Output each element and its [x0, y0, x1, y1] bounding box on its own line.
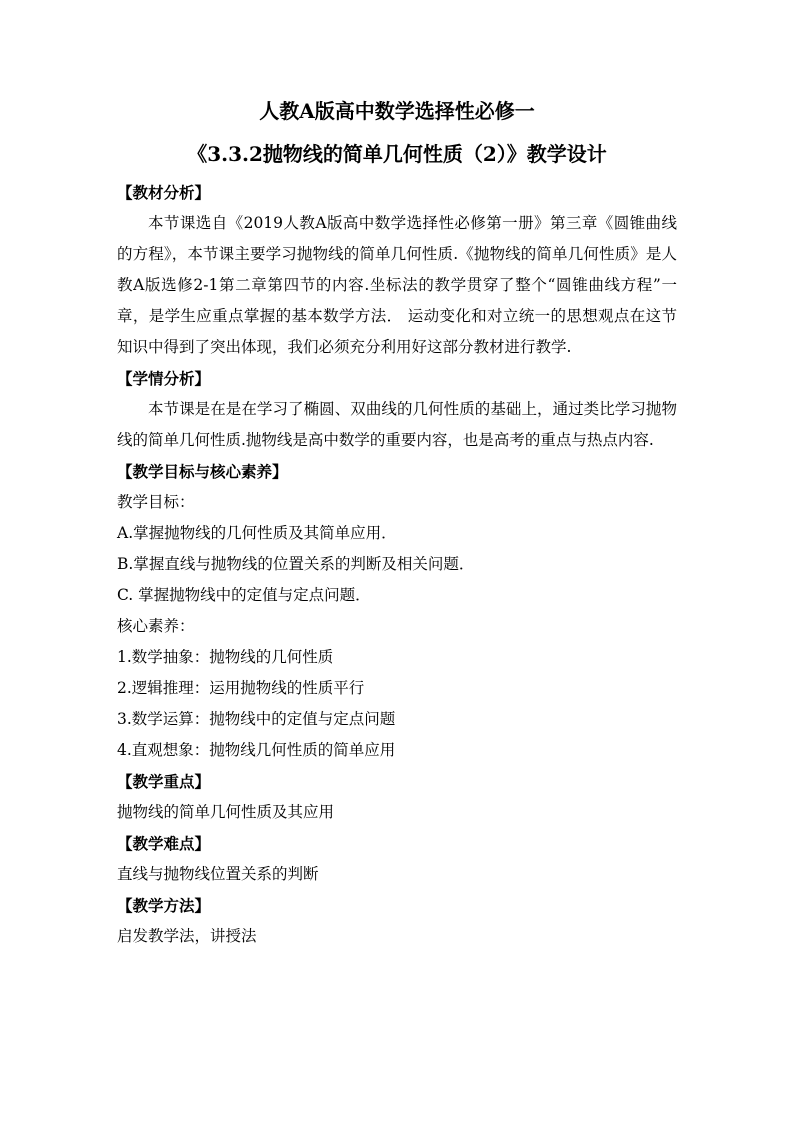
section-heading-key-points: 【教学重点】	[117, 772, 211, 791]
literacy-item: 4.直观想象：抛物线几何性质的简单应用	[117, 741, 396, 759]
difficulties-text: 直线与抛物线位置关系的判断	[117, 865, 319, 883]
document-body	[117, 177, 677, 952]
objectives-label: 教学目标：	[117, 493, 195, 511]
student-analysis-text: 本节课是在是在学习了椭圆、双曲线的几何性质的基础上，通过类比学习抛物线的简单几何性质.抛物线是高中数学的重要内容，也是高考的重点与热点内容.	[117, 400, 677, 449]
document-title-line1: 人教A版高中数学选择性必修一	[259, 99, 535, 123]
literacy-label: 核心素养：	[117, 617, 195, 635]
objective-item: C. 掌握抛物线中的定值与定点问题．	[117, 586, 371, 604]
objective-item: B.掌握直线与抛物线的位置关系的判断及相关问题．	[117, 555, 475, 573]
section-heading-material: 【教材分析】	[117, 183, 211, 202]
literacy-item: 3.数学运算：抛物线中的定值与定点问题	[117, 710, 396, 728]
literacy-item: 1.数学抽象：抛物线的几何性质	[117, 648, 334, 666]
section-heading-methods: 【教学方法】	[117, 896, 211, 915]
material-analysis-text: 本节课选自《2019人教A版高中数学选择性必修第一册》第三章《圆锥曲线的方程》，本节课主要学习抛物线的简单几何性质.《抛物线的简单几何性质》是人教A版选修2-1第二章第四节的内容.坐标法的教学贯穿了整个“圆锥曲线方程”一章，是学生应重点掌握的基本数学方法． 运动变化和对立统一的思想观点在这节知识中得到了突出体现，我们必须充分利用好这部分教材进行教学.	[117, 214, 677, 356]
section-heading-difficulties: 【教学难点】	[117, 834, 211, 853]
key-points-text: 抛物线的简单几何性质及其应用	[117, 803, 335, 821]
objective-item: A.掌握抛物线的几何性质及其简单应用．	[117, 524, 397, 542]
section-heading-students: 【学情分析】	[117, 369, 211, 388]
section-heading-goals: 【教学目标与核心素养】	[117, 462, 288, 481]
methods-text: 启发教学法，讲授法	[117, 927, 257, 945]
document-title-line2: 《3.3.2抛物线的简单几何性质（2）》教学设计	[187, 142, 607, 166]
literacy-item: 2.逻辑推理：运用抛物线的性质平行	[117, 679, 365, 697]
